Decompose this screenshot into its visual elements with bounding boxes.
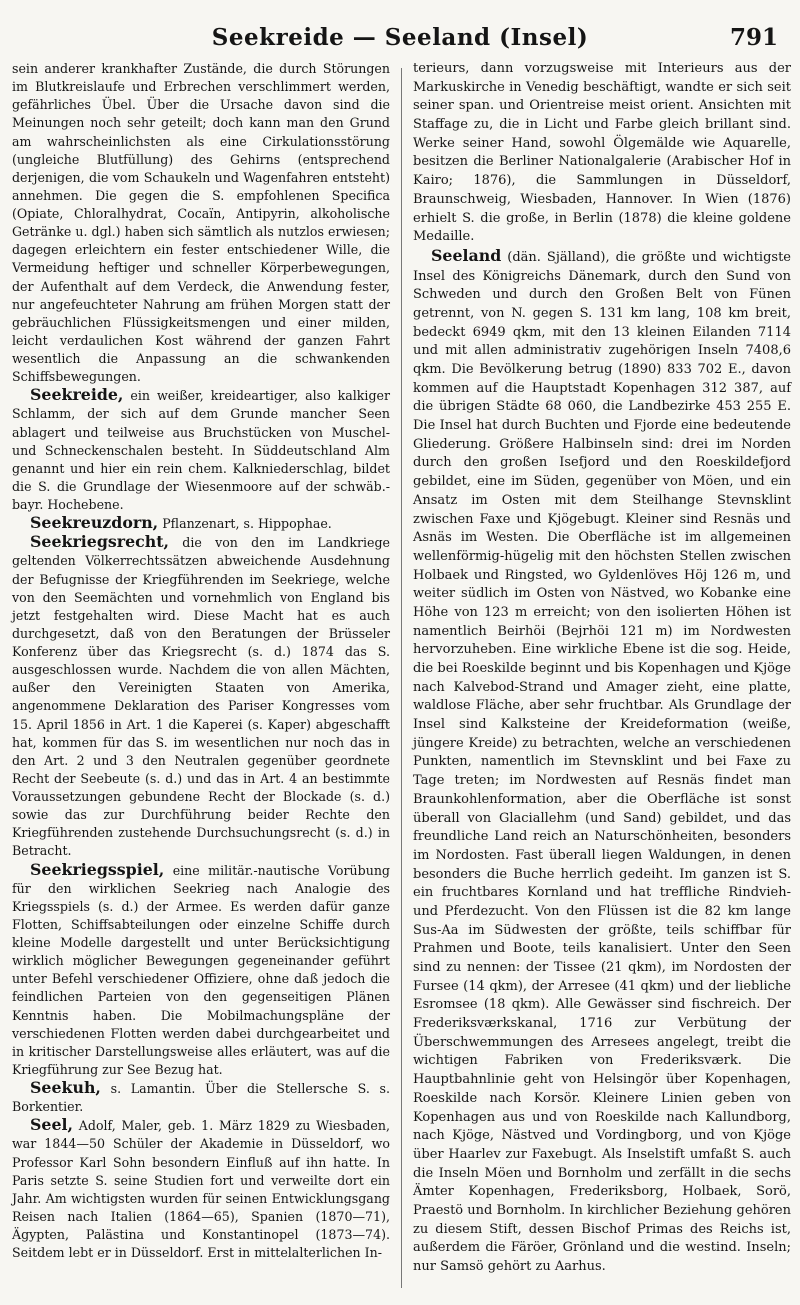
article-entry xyxy=(12,60,390,386)
page-title: Seekreide — Seeland (Insel) xyxy=(211,24,589,51)
entry-text: ein weißer, kreideartiger, also kalkiger Schlamm, der sich auf dem Grunde mancher Seen ablagert und teilweise aus Bruchstücken von Muschel- und Schneckenschalen besteht. In Süddeutschland Alm genannt und hier ein rein chem. Kalkniederschlag, bildet die S. die Grundlage der Wiesenmoore auf der schwäb.-bayr. Hochebene. xyxy=(12,388,390,512)
page-number: 791 xyxy=(729,24,778,51)
article-entry xyxy=(12,533,390,860)
entry-text: terieurs, dann vorzugsweise mit Interieurs aus der Markuskirche in Venedig beschäftigt, wandte er sich seit seiner span. und Orientreise meist orient. Ansichten mit Staffage zu, die in Licht und Farbe gleich brillant sind. Werke seiner Hand, sowohl Ölgemälde wie Aquarelle, besitzen die Berliner Nationalgalerie (Arabischer Hof in Kairo; 1876), die Sammlungen in Düsseldorf, Braunschweig, Wiesbaden, Hannover. In Wien (1876) erhielt S. die große, in Berlin (1878) die kleine goldene Medaille. xyxy=(413,61,791,245)
entry-text: sein anderer krankhafter Zustände, die durch Störungen im Blutkreislaufe und Erbrechen verschlimmert werden, gefährliches Übel. Über die Ursache davon sind die Meinungen noch sehr geteilt; doch kann man den Grund am wahrscheinlichsten als eine Cirkulationsstörung (ungleiche Blutfüllung) des Gehirns (entsprechend derjenigen, die vom Schaukeln und Wagenfahren entsteht) annehmen. Die gegen die S. empfohlenen Specifica (Opiate, Chloralhydrat, Cocaïn, Antipyrin, alkoholische Getränke u. dgl.) haben sich sämtlich als nutzlos erwiesen; dagegen erleichtern ein fester entschiedener Wille, die Vermeidung heftiger und schneller Körperbewegungen, der Aufenthalt auf dem Verdeck, die Anwendung fester, nur angefeuchteter Nahrung am frühen Morgen statt der gebräuchlichen Flüssigkeitsmengen und einer milden, leicht verdaulichen Kost während der ganzen Fahrt wesentlich die Anpassung an die schwankenden Schiffsbewegungen. xyxy=(12,61,390,385)
entry-text: Pflanzenart, s. Hippophae. xyxy=(158,516,332,532)
entry-text: die von den im Landkriege geltenden Völkerrechtssätzen abweichende Ausdehnung der Befugnisse der Kriegführenden im Seekriege, welche von den Seemächten und vornehmlich von England bis jetzt festgehalten wird. Diese Macht hat es auch durchgesetzt, daß von den Beratungen der Brüsseler Konferenz über das Kriegsrecht (s. d.) 1874 das S. ausgeschlossen wurde. Nachdem die von allen Mächten, außer den Vereinigten Staaten von Amerika, angenommene Deklaration des Pariser Kongresses vom 15. April 1856 in Art. 1 die Kaperei (s. Kaper) abgeschafft hat, kommen für das S. im wesentlichen nur noch das in den Art. 2 und 3 den Neutralen gegenüber geordnete Recht der Seebeute (s. d.) und das in Art. 4 an bestimmte Voraussetzungen gebundene Recht der Blockade (s. d.) sowie das zur Durchführung beider Rechte den Kriegführenden zustehende Durchsuchungsrecht (s. d.) in Betracht. xyxy=(12,535,390,859)
headword: Seekreide, xyxy=(30,385,124,405)
headword: Seeland xyxy=(431,245,502,265)
right-column xyxy=(413,60,791,1277)
article-entry xyxy=(12,861,390,1080)
article-entry xyxy=(12,514,390,533)
running-head xyxy=(0,20,800,56)
article-entry xyxy=(12,1079,390,1116)
headword: Seekuh, xyxy=(30,1078,101,1097)
headword: Seekreuzdorn, xyxy=(30,513,159,533)
headword: Seekriegsspiel, xyxy=(30,859,165,879)
headword: Seel, xyxy=(30,1115,74,1135)
column-divider xyxy=(401,68,402,1288)
article-entry xyxy=(12,386,390,514)
entry-text: s. Lamantin. Über die Stellersche S. s. Borkentier. xyxy=(12,1081,390,1115)
entry-text: (dän. Själland), die größte und wichtigste Insel des Königreichs Dänemark, durch den Sund von Schweden und durch den Großen Belt von Fünen getrennt, von N. gegen S. 131 km lang, 108 km breit, bedeckt 6949 qkm, mit den 13 kleinen Eilanden 7114 und mit allen administrativ zugehörigen Inseln 7408,6 qkm. Die Bevölkerung betrug (1890) 833 702 E., davon kommen auf die Hauptstadt Kopenhagen 312 387, auf die übrigen Städte 68 060, die Landbezirke 453 255 E. Die Insel hat durch Buchten und Fjorde eine bedeutende Gliederung. Größere Halbinseln sind: drei im Norden durch den großen Isefjord und den Roeskildefjord gebildet, eine im Süden, gegenüber von Möen, und ein Ansatz im Osten mit dem Steilhange Stevnsklint zwischen Faxe und Kjögebugt. Kleiner sind Resnäs und Asnäs im Westen. Die Oberfläche ist im allgemeinen wellenförmig-hügelig mit den höchsten Stellen zwischen Holbaek und Ringsted, wo Gyldenlöves Höj 126 m, und weiter südlich im Osten von Nästved, wo Kobanke eine Höhe von 123 m erreicht; von den isolierten Höhen ist namentlich Beirhöi (Bejrhöi 121 m) im Nordwesten hervorzuheben. Eine wirkliche Ebene ist die sog. Heide, die bei Roeskilde beginnt und bis Kopenhagen und Kjöge nach Kalvebod-Strand und Amager zieht, eine platte, waldlose Fläche, aber sehr fruchtbar. Als Grundlage der Insel sind Kalksteine der Kreideformation (weiße, jüngere Kreide) zu betrachten, welche an verschiedenen Punkten, namentlich im Stevnsklint und bei Faxe zu Tage treten; im Nordwesten auf Resnäs findet man Braunkohlenformation, aber die Oberfläche ist sonst überall von Glaciallehm (und Sand) gebildet, und das freundliche Land reich an Naturschönheiten, besonders im Nordosten. Fast überall liegen Waldungen, in denen besonders die Buche herrlich gedeiht. Im ganzen ist S. ein fruchtbares Kornland und hat treffliche Rindvieh- und Pferdezucht. Von den Flüssen ist die 82 km lange Sus-Aa im Südwesten der größte, teils schiffbar für Prahmen und Boote, teils kanalisiert. Unter den Seen sind zu nennen: der Tissee (21 qkm), im Nordosten der Fursee (14 qkm), der Arresee (41 qkm) und der liebliche Esromsee (18 qkm). Alle Gewässer sind fischreich. Der Frederiksværkskanal, 1716 zur Verbütung der Überschwemmungen des Arresees angelegt, treibt die wichtigen Fabriken von Frederiksværk. Die Hauptbahnlinie geht von Helsingör über Kopenhagen, Roeskilde nach Korsör. Kleinere Linien geben von Kopenhagen aus und von Roeskilde nach Kallundborg, nach Kjöge, Nästved und Vordingborg, und von Kjöge über Haarlev zur Faxebugt. Als Inselstift umfaßt S. auch die Inseln Möen und Bornholm und zerfällt in die sechs Ämter Kopenhagen, Frederiksborg, Holbaek, Sorö, Praestö und Bornholm. In kirchlicher Beziehung gehören zu diesem Stift, dessen Bischof Primas des Reichs ist, außerdem die Färöer, Grönland und die westind. Inseln; nur Samsö gehört zu Aarhus. xyxy=(413,249,791,1274)
article-entry xyxy=(12,1116,390,1262)
entry-text: Adolf, Maler, geb. 1. März 1829 zu Wiesbaden, war 1844—50 Schüler der Akademie in Düsseldorf, wo Professor Karl Sohn besondern Einfluß auf ihn hatte. In Paris setzte S. seine Studien fort und verweilte dort ein Jahr. Am wichtigsten wurden für seinen Entwicklungsgang Reisen nach Italien (1864—65), Spanien (1870—71), Ägypten, Palästina und Konstantinopel (1873—74). Seitdem lebt er in Düsseldorf. Erst in mittelalterlichen In- xyxy=(12,1118,390,1261)
left-column xyxy=(12,60,390,1262)
headword: Seekriegsrecht, xyxy=(30,532,170,552)
entry-text: eine militär.-nautische Vorübung für den wirklichen Seekrieg nach Analogie des Kriegsspiels (s. d.) der Armee. Es werden dafür ganze Flotten, Schiffsabteilungen oder einzelne Schiffe durch kleine Modelle dargestellt und unter Berücksichtigung wirklich möglicher Bewegungen gegeneinander geführt unter Befehl verschiedener Offiziere, ohne daß jedoch die feindlichen Parteien von den gegenseitigen Plänen Kenntnis haben. Die Mobilmachungspläne der verschiedenen Flotten werden dabei durchgearbeitet und in kritischer Darstellungsweise alles erläutert, was auf die Kriegführung zur See Bezug hat. xyxy=(12,862,390,1077)
article-entry xyxy=(413,247,791,1277)
article-entry xyxy=(413,60,791,247)
